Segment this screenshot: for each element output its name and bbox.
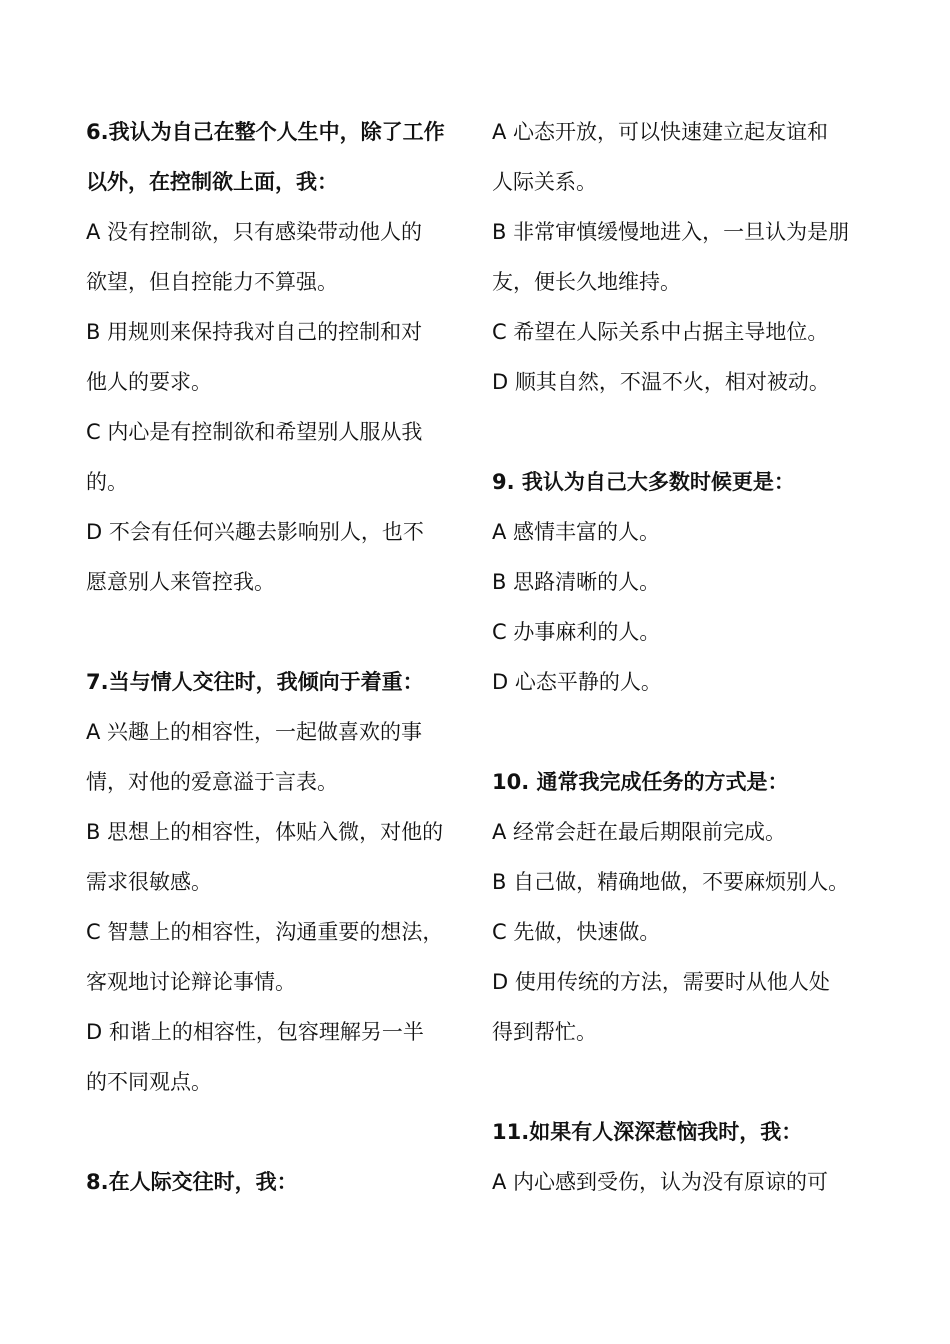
spacer-line: [492, 407, 872, 457]
option-line: B 用规则来保持我对自己的控制和对: [86, 320, 423, 344]
option-line: 的不同观点。: [86, 1070, 212, 1094]
option-line: B 思路清晰的人。: [492, 570, 661, 594]
left-column: [86, 107, 470, 1207]
question-line: 9. 我认为自己大多数时候更是：: [492, 470, 795, 494]
option-line: 情，对他的爱意溢于言表。: [86, 770, 338, 794]
option-line: D 顺其自然，不温不火，相对被动。: [492, 370, 830, 394]
spacer-line: [492, 707, 872, 757]
option-line: A 兴趣上的相容性，一起做喜欢的事: [86, 720, 423, 744]
question-line: 10. 通常我完成任务的方式是：: [492, 770, 789, 794]
option-line: C 智慧上的相容性，沟通重要的想法，: [86, 920, 444, 944]
question-line: 8.在人际交往时，我：: [86, 1170, 298, 1194]
option-line: D 心态平静的人。: [492, 670, 662, 694]
option-line: 得到帮忙。: [492, 1020, 597, 1044]
option-line: 他人的要求。: [86, 370, 212, 394]
spacer-line: [86, 1107, 470, 1157]
option-line: D 和谐上的相容性，包容理解另一半: [86, 1020, 424, 1044]
option-line: C 先做，快速做。: [492, 920, 661, 944]
option-line: A 没有控制欲，只有感染带动他人的: [86, 220, 423, 244]
option-line: 人际关系。: [492, 170, 597, 194]
option-line: C 办事麻利的人。: [492, 620, 661, 644]
question-line: 6.我认为自己在整个人生中，除了工作: [86, 120, 445, 144]
option-line: A 心态开放，可以快速建立起友谊和: [492, 120, 829, 144]
option-line: B 思想上的相容性，体贴入微，对他的: [86, 820, 444, 844]
spacer-line: [492, 1057, 872, 1107]
spacer-line: [86, 607, 470, 657]
option-line: 欲望，但自控能力不算强。: [86, 270, 338, 294]
option-line: D 不会有任何兴趣去影响别人，也不: [86, 520, 424, 544]
option-line: D 使用传统的方法，需要时从他人处: [492, 970, 830, 994]
option-line: A 感情丰富的人。: [492, 520, 661, 544]
option-line: B 非常审慎缓慢地进入，一旦认为是朋: [492, 220, 850, 244]
question-line: 7.当与情人交往时，我倾向于着重：: [86, 670, 424, 694]
option-line: C 希望在人际关系中占据主导地位。: [492, 320, 829, 344]
option-line: A 经常会赶在最后期限前完成。: [492, 820, 787, 844]
option-line: 友，便长久地维持。: [492, 270, 681, 294]
question-line: 11.如果有人深深惹恼我时，我：: [492, 1120, 803, 1144]
option-line: 客观地讨论辩论事情。: [86, 970, 296, 994]
option-line: 的。: [86, 470, 128, 494]
option-line: 愿意别人来管控我。: [86, 570, 275, 594]
option-line: 需求很敏感。: [86, 870, 212, 894]
option-line: A 内心感到受伤，认为没有原谅的可: [492, 1170, 829, 1194]
right-column: [492, 107, 872, 1207]
option-line: C 内心是有控制欲和希望别人服从我: [86, 420, 423, 444]
question-line: 以外，在控制欲上面，我：: [86, 170, 338, 194]
option-line: B 自己做，精确地做，不要麻烦别人。: [492, 870, 850, 894]
